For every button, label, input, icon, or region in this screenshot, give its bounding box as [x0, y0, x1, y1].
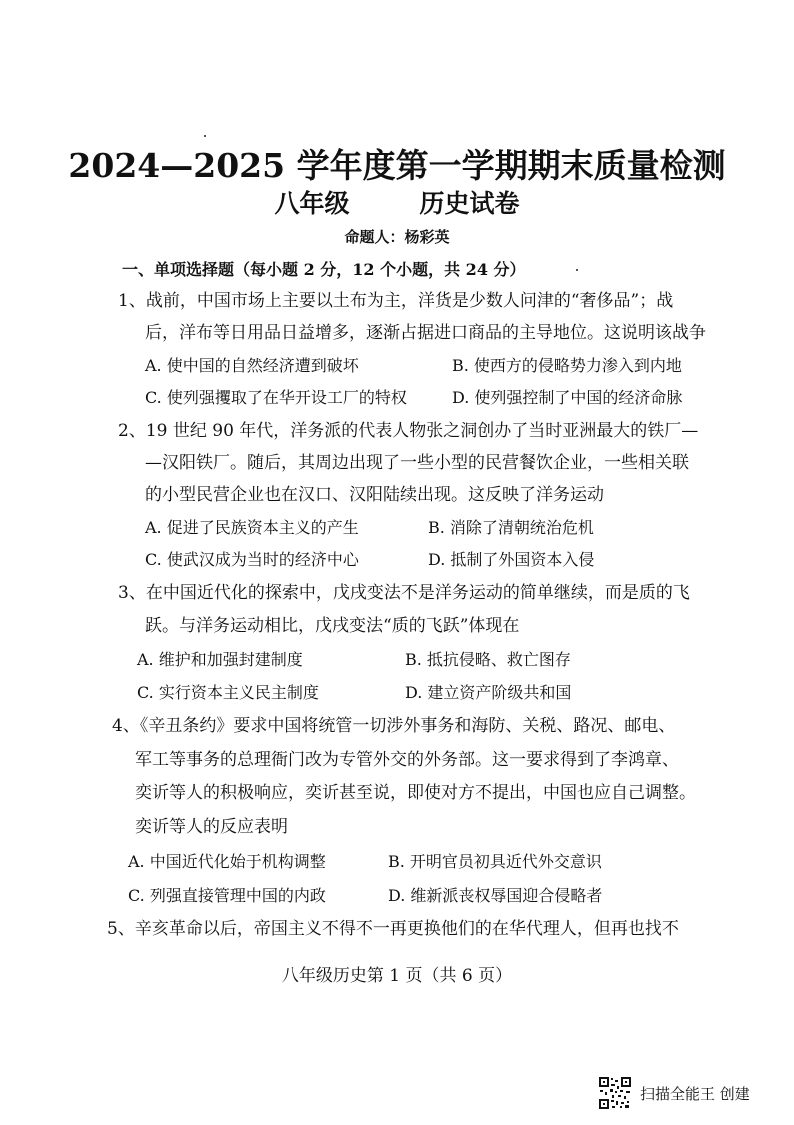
question-1-option-c: C. 使列强攫取了在华开设工厂的特权	[145, 388, 407, 407]
question-4-line-4: 奕䜣等人的反应表明	[135, 817, 288, 837]
question-3-option-d: D. 建立资产阶级共和国	[405, 683, 572, 702]
exam-title: 2024—2025 学年度第一学期期末质量检测	[68, 146, 726, 185]
scan-speck	[576, 269, 578, 271]
scan-speck	[204, 135, 206, 137]
question-1-line-1: 1、战前，中国市场上主要以土布为主，洋货是少数人问津的“奢侈品”；战	[118, 291, 674, 311]
question-4-option-c: C. 列强直接管理中国的内政	[128, 886, 326, 905]
question-2-line-2: —汉阳铁厂。随后，其周边出现了一些小型的民营餐饮企业，一些相关联	[145, 453, 689, 473]
subject-label: 历史试卷	[419, 189, 520, 218]
question-5-line-1: 5、辛亥革命以后，帝国主义不得不一再更换他们的在华代理人，但再也找不	[107, 919, 679, 939]
qr-code-icon	[598, 1076, 632, 1110]
question-4-line-1: 4、《辛丑条约》要求中国将统管一切涉外事务和海防、关税、路况、邮电、	[112, 716, 676, 736]
question-4-option-a: A. 中国近代化始于机构调整	[128, 852, 326, 871]
scanner-watermark: 扫描全能王 创建	[640, 1085, 750, 1103]
section-heading: 一、单项选择题（每小题 2 分，12 个小题，共 24 分）	[122, 260, 526, 279]
exam-subtitle	[0, 184, 794, 220]
question-2-line-3: 的小型民营企业也在汉口、汉阳陆续出现。这反映了洋务运动	[145, 485, 604, 505]
question-3-line-1: 3、在中国近代化的探索中，戊戌变法不是洋务运动的简单继续，而是质的飞	[118, 583, 690, 603]
question-4-line-3: 奕䜣等人的积极响应，奕䜣甚至说，即使对方不提出，中国也应自己调整。	[135, 783, 696, 803]
question-4-line-2: 军工等事务的总理衙门改为专管外交的外务部。这一要求得到了李鸿章、	[135, 750, 679, 770]
author-line: 命题人：杨彩英	[344, 228, 450, 246]
question-2-option-c: C. 使武汉成为当时的经济中心	[145, 550, 359, 569]
question-3-option-b: B. 抵抗侵略、救亡图存	[405, 650, 571, 669]
question-1-option-b: B. 使西方的侵略势力渗入到内地	[452, 356, 682, 375]
question-1-option-a: A. 使中国的自然经济遭到破坏	[145, 356, 359, 375]
question-2-option-a: A. 促进了民族资本主义的产生	[145, 518, 359, 537]
page-footer: 八年级历史第 1 页（共 6 页）	[281, 966, 513, 986]
question-4-option-d: D. 维新派丧权辱国迎合侵略者	[388, 886, 603, 905]
question-4-option-b: B. 开明官员初具近代外交意识	[388, 852, 602, 871]
grade-label: 八年级	[274, 189, 350, 218]
question-1-option-d: D. 使列强控制了中国的经济命脉	[452, 388, 683, 407]
question-2-option-d: D. 抵制了外国资本入侵	[428, 550, 595, 569]
question-2-option-b: B. 消除了清朝统治危机	[428, 518, 594, 537]
question-3-option-a: A. 维护和加强封建制度	[137, 650, 303, 669]
question-2-line-1: 2、19 世纪 90 年代，洋务派的代表人物张之洞创办了当时亚洲最大的铁厂—	[118, 421, 699, 441]
question-3-line-2: 跃。与洋务运动相比，戊戌变法“质的飞跃”体现在	[145, 616, 520, 636]
question-1-line-2: 后，洋布等日用品日益增多，逐渐占据进口商品的主导地位。这说明该战争	[145, 323, 706, 343]
question-3-option-c: C. 实行资本主义民主制度	[137, 683, 319, 702]
